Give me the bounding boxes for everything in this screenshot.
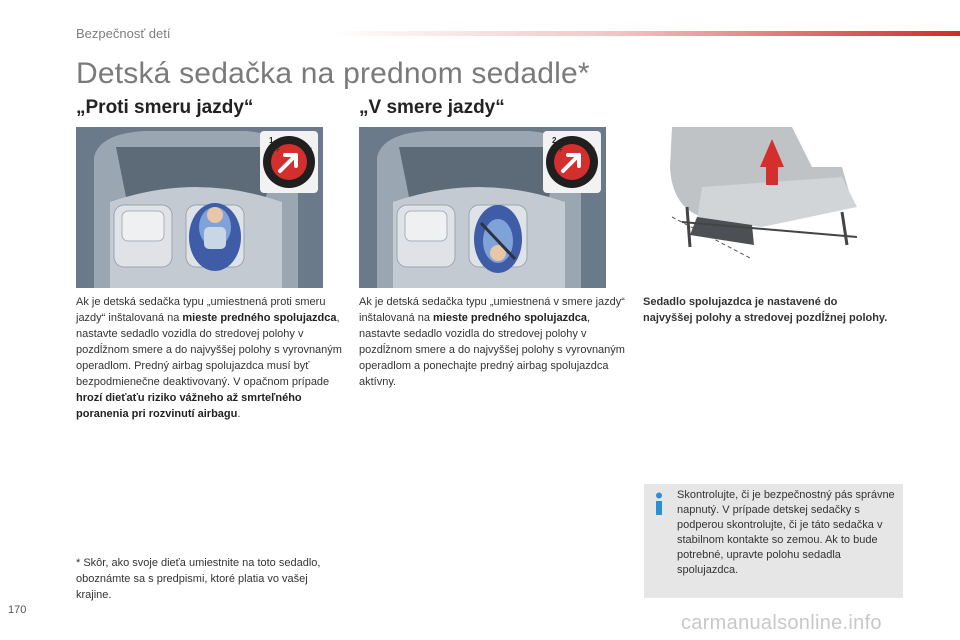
section-header: Bezpečnosť detí: [76, 26, 171, 41]
rear-facing-illustration: [76, 127, 323, 288]
watermark: carmanualsonline.info: [681, 612, 882, 634]
airbag-off-label: OFF: [551, 148, 563, 154]
forward-facing-illustration: [359, 127, 606, 288]
seat-position-note: Sedadlo spolujazdca je nastavené do najvyššej polohy a stredovej pozdĺžnej polohy.: [643, 296, 888, 324]
page-number: 170: [8, 604, 27, 616]
forward-facing-text: Ak je detská sedačka typu „umiestnená v smere jazdy“ inštalovaná na mieste predného spolujazdca, nastavte sedadlo vozidla do stredovej polohy v pozdĺžnom smere a do najvyššej polohy s vyrovnaným operadlom a ponechajte predný airbag spolujazdca aktívny.: [359, 296, 625, 388]
subheading-forward-facing: „V smere jazdy“: [359, 97, 505, 118]
info-icon: [652, 492, 666, 516]
page-title: Detská sedačka na prednom sedadle*: [76, 57, 590, 90]
airbag-on-label: ON: [303, 148, 312, 154]
seat-adjustment-illustration: [642, 127, 889, 264]
info-text: Skontrolujte, či je bezpečnostný pás správne napnutý. V prípade detskej sedačky s podperou skontrolujte, či je táto sedačka v stabilnom kontakte so zemou. Ak to bude potrebné, upravte polohu sedadla spolujazdca.: [677, 489, 895, 576]
airbag-number-1: 1: [269, 136, 274, 145]
header-rule: [330, 31, 960, 36]
subheading-rear-facing: „Proti smeru jazdy“: [76, 97, 254, 118]
airbag-on-label: ON: [586, 148, 595, 154]
rear-facing-text: Ak je detská sedačka typu „umiestnená proti smeru jazdy“ inštalovaná na mieste predného spolujazdca, nastavte sedadlo vozidla do stredovej polohy v pozdĺžnom smere a do najvyššej polohy s vyrovnaným operadlom. Predný airbag spolujazdca musí byť bezpodmienečne deaktivovaný. V opačnom prípade hrozí dieťaťu riziko vážneho až smrteľného poranenia pri rozvinutí airbagu.: [76, 296, 342, 420]
footnote: * Skôr, ako svoje dieťa umiestnite na toto sedadlo, oboznámte sa s predpismi, ktoré platia vo vašej krajine.: [76, 557, 321, 601]
airbag-off-label: OFF: [268, 148, 280, 154]
airbag-number-2: 2: [552, 136, 557, 145]
